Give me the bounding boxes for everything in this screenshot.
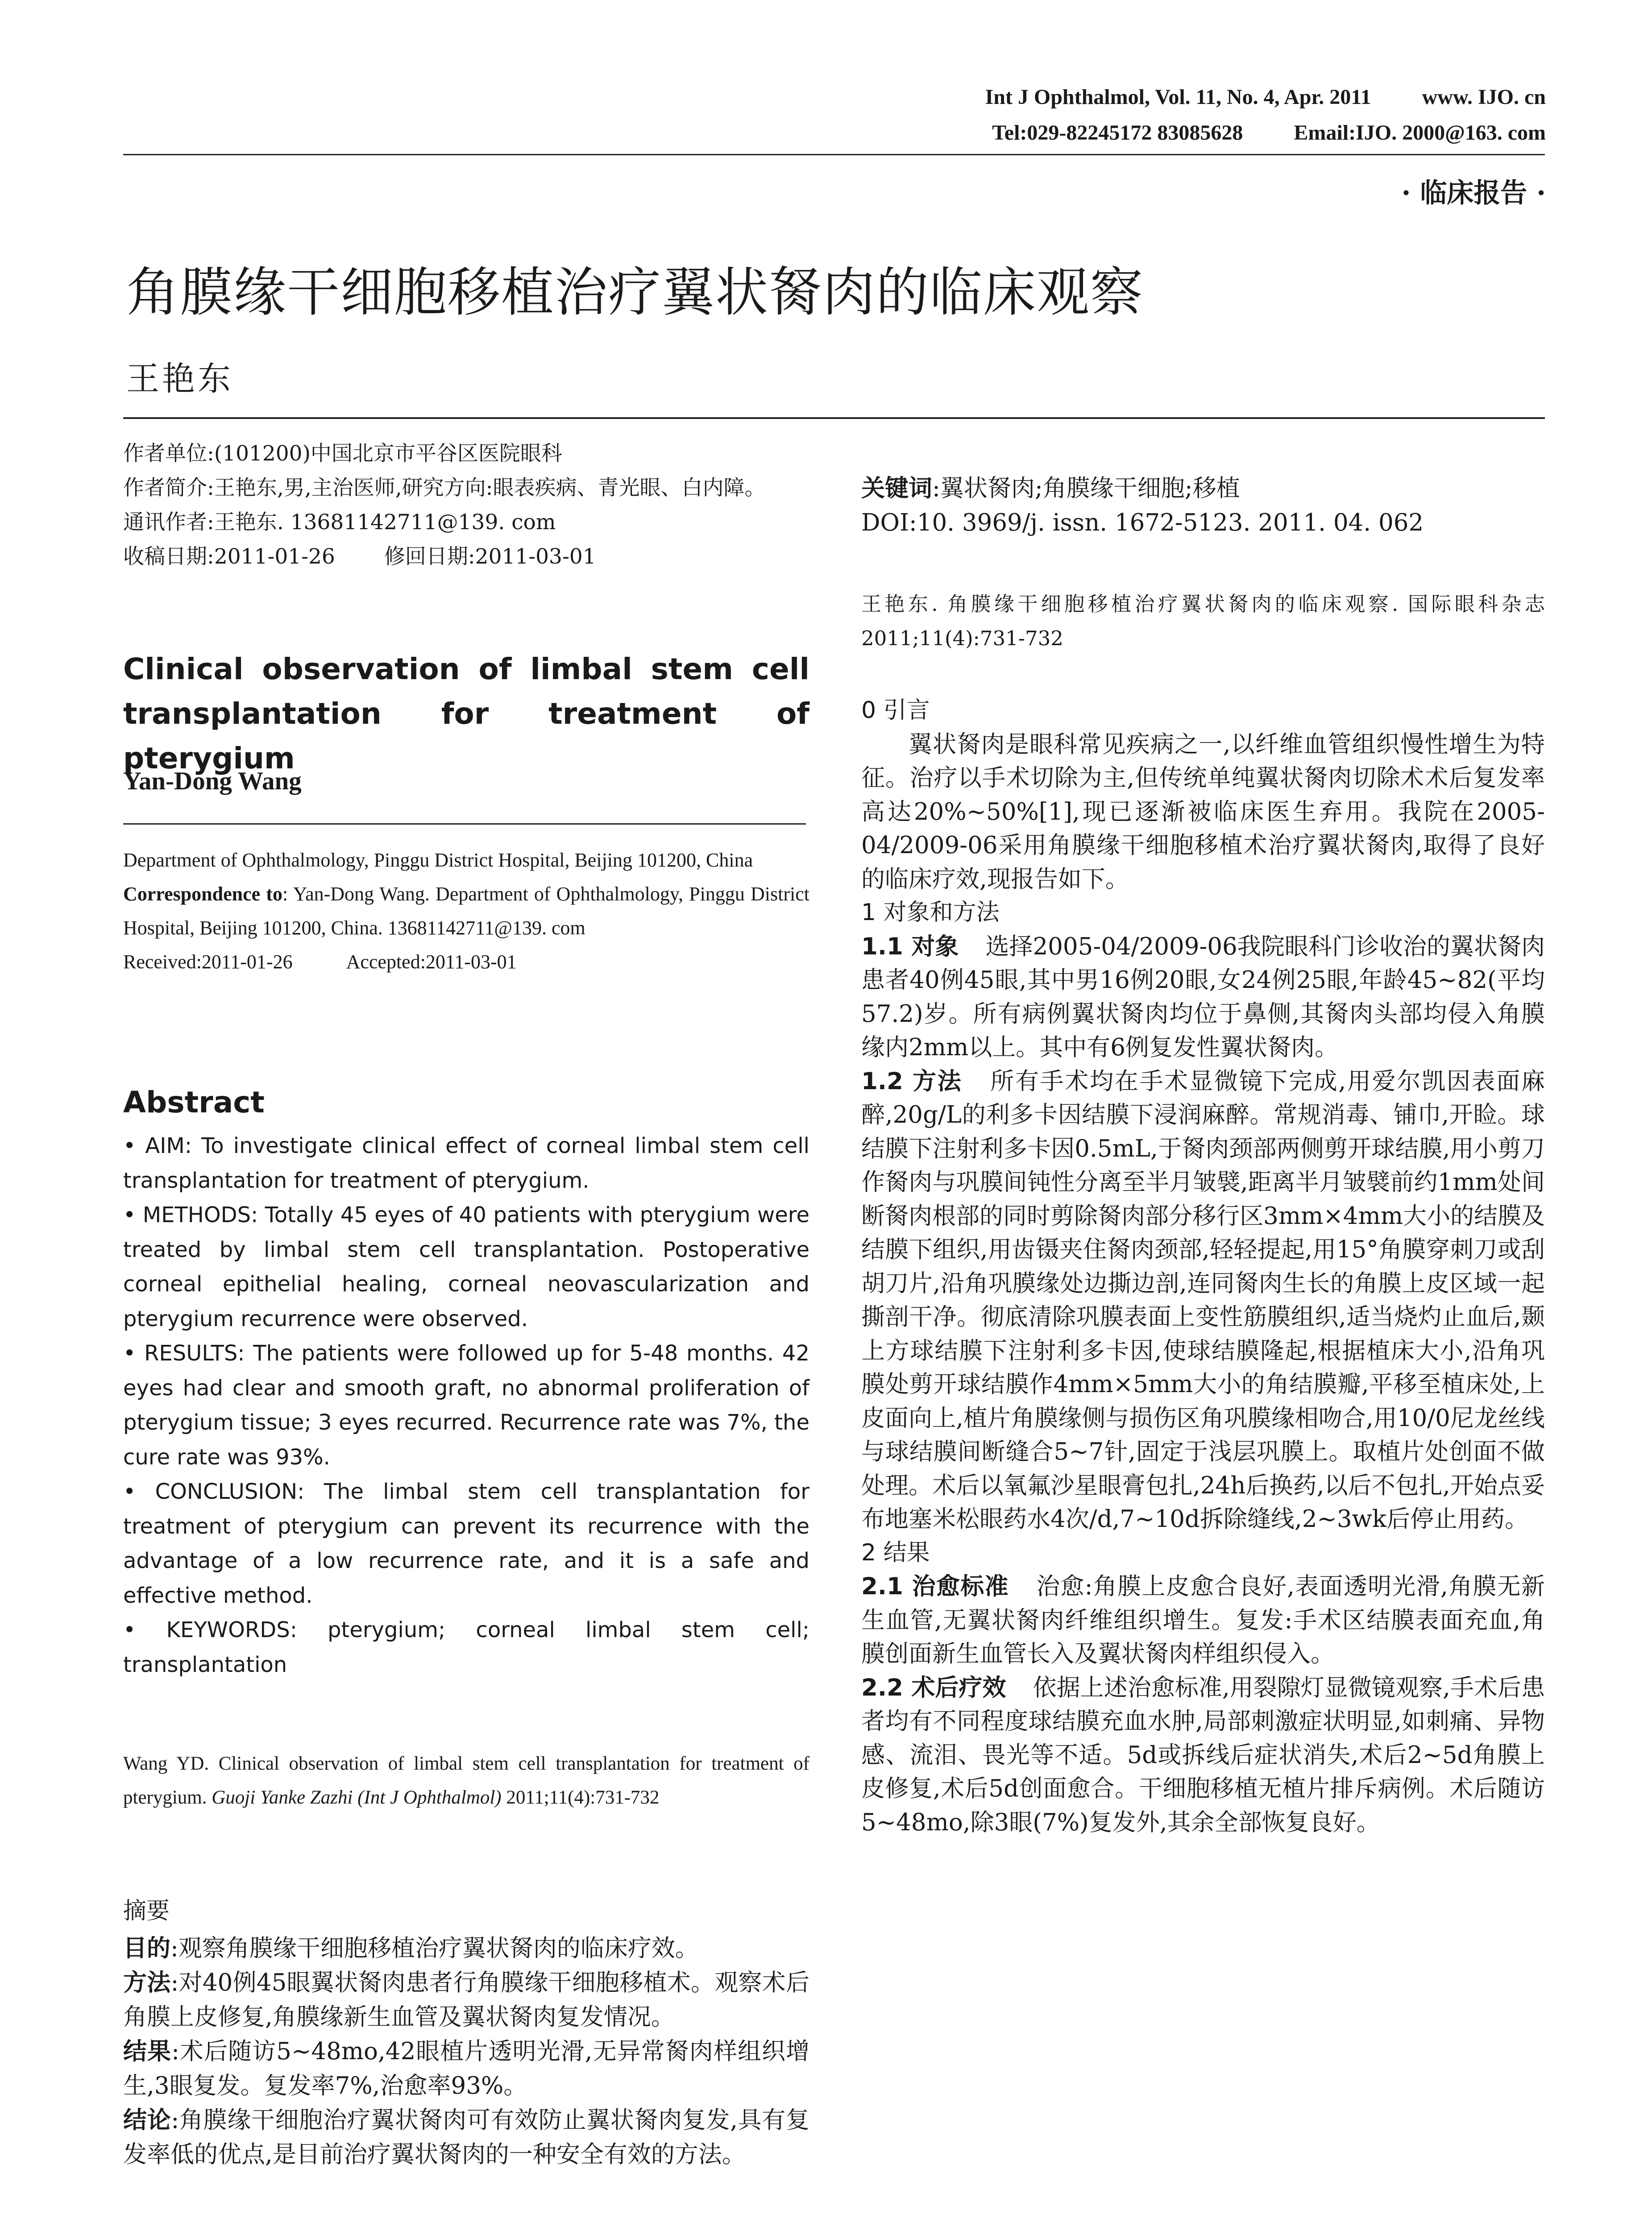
section-label: · 临床报告 · bbox=[1401, 178, 1546, 209]
author-en: Yan-Dong Wang bbox=[123, 767, 302, 795]
affiliation-en: Department of Ophthalmology, Pinggu District Hospital, Beijing 101200, China bbox=[123, 849, 753, 871]
section-2-heading: 2 结果 bbox=[861, 1539, 930, 1566]
abstract-aim: • AIM: To investigate clinical effect of corneal limbal stem cell transplantation for treatment of pterygium. bbox=[123, 1133, 809, 1193]
title-en: Clinical observation of limbal stem cell transplantation for treatment of pterygium bbox=[123, 652, 809, 775]
doi: DOI:10. 3969/j. issn. 1672-5123. 2011. 04. 062 bbox=[861, 509, 1424, 536]
section-2-2: 2.2 术后疗效 依据上述治愈标准,用裂隙灯显微镜观察,手术后患者均有不同程度球结膜充血水肿,局部刺激症状明显,如刺痛、异物感、流泪、畏光等不适。5d或拆线后症状消失,术后2~5d角膜上皮修复,术后5d创面愈合。干细胞移植无植片排斥病例。术后随访5~48mo,除3眼(7%)复发外,其余全部恢复良好。 bbox=[861, 1674, 1545, 1836]
citation-en-a: Wang YD. Clinical observation of limbal stem cell transplantation for treatment of pterygium. bbox=[123, 1753, 809, 1808]
author-bio: 作者简介:王艳东,男,主治医师,研究方向:眼表疾病、青光眼、白内障。 bbox=[123, 476, 766, 500]
corresponding-author: 通讯作者:王艳东. 13681142711@139. com bbox=[123, 510, 556, 535]
running-header-line2 bbox=[992, 120, 1546, 145]
abstract-cn-heading: 摘要 bbox=[123, 1898, 170, 1924]
body-right bbox=[861, 694, 1545, 1839]
section-0-heading: 0 引言 bbox=[861, 697, 930, 724]
abstract-body-en bbox=[123, 1129, 809, 1682]
abstract-methods: • METHODS: Totally 45 eyes of 40 patients with pterygium were treated by limbal stem cell transplantation. Postoperative corneal epithelial healing, corneal neovascularization and pterygium recurrence were observed. bbox=[123, 1203, 809, 1331]
header-rule bbox=[123, 154, 1545, 155]
correspondence-en bbox=[123, 877, 809, 945]
keywords-block bbox=[861, 436, 1545, 540]
citation-cn-text: 王艳东. 角膜缘干细胞移植治疗翼状胬肉的临床观察. 国际眼科杂志 2011;11(4):731-732 bbox=[861, 592, 1545, 650]
keywords-cn: 关键词:翼状胬肉;角膜缘干细胞;移植 bbox=[861, 475, 1240, 502]
section-1-heading: 1 对象和方法 bbox=[861, 899, 1000, 926]
running-header-line1 bbox=[985, 85, 1546, 109]
abstract-results: • RESULTS: The patients were followed up for 5-48 months. 42 eyes had clear and smooth graft, no abnormal proliferation of pterygium tissue; 3 eyes recurred. Recurrence rate was 7%, the cure rate was 93%. bbox=[123, 1341, 809, 1470]
abstract-cn-conclusion: 结论:角膜缘干细胞治疗翼状胬肉可有效防止翼状胬肉复发,具有复发率低的优点,是目前治疗翼状胬肉的一种安全有效的方法。 bbox=[123, 2107, 810, 2168]
citation-en bbox=[123, 1747, 809, 1815]
journal-tel: Tel:029-82245172 83085628 bbox=[992, 121, 1243, 145]
abstract-cn-aim: 目的:观察角膜缘干细胞移植治疗翼状胬肉的临床疗效。 bbox=[123, 1935, 699, 1962]
section-1-2: 1.2 方法 所有手术均在手术显微镜下完成,用爱尔凯因表面麻醉,20g/L的利多卡因结膜下浸润麻醉。常规消毒、铺巾,开睑。球结膜下注射利多卡因0.5mL,于胬肉颈部两侧剪开球结膜,用小剪刀作胬肉与巩膜间钝性分离至半月皱襞,距离半月皱襞前约1mm处间断胬肉根部的同时剪除胬肉部分移行区3mm×4mm大小的结膜及结膜下组织,用齿镊夹住胬肉颈部,轻轻提起,用15°角膜穿刺刀或刮胡刀片,沿角巩膜缘处边撕边剖,连同胬肉生长的角膜上皮区域一起撕剖干净。彻底清除巩膜表面上变性筋膜组织,适当烧灼止血后,颞上方球结膜下注射利多卡因,使球结膜隆起,根据植床大小,沿角巩膜处剪开球结膜作4mm×5mm大小的角结膜瓣,平移至植床处,上皮面向上,植片角膜缘侧与损伤区角巩膜缘相吻合,用10/0尼龙丝线与球结膜间断缝合5~7针,固定于浅层巩膜上。取植片处创面不做处理。术后以氧氟沙星眼膏包扎,24h后换药,以后不包扎,开始点妥布地塞米松眼药水4次/d,7~10d拆除缝线,2~3wk后停止用药。 bbox=[861, 1067, 1545, 1533]
accepted-en: Accepted:2011-03-01 bbox=[346, 951, 517, 973]
received-en: Received:2011-01-26 bbox=[123, 951, 293, 973]
abstract-keywords: • KEYWORDS: pterygium; corneal limbal stem cell; transplantation bbox=[123, 1617, 809, 1677]
citation-en-journal: Guoji Yanke Zazhi (Int J Ophthalmol) bbox=[212, 1787, 502, 1808]
correspondence-text: : Yan-Dong Wang. Department of Ophthalmology, Pinggu District Hospital, Beijing 101200, China. 13681142711@139. com bbox=[123, 883, 809, 939]
page-title-cn: 角膜缘干细胞移植治疗翼状胬肉的临床观察 bbox=[126, 261, 1144, 323]
title-rule bbox=[123, 417, 1545, 419]
author-cn: 王艳东 bbox=[126, 360, 233, 398]
journal-website: www. IJO. cn bbox=[1422, 85, 1546, 109]
abstract-cn-methods: 方法:对40例45眼翼状胬肉患者行角膜缘干细胞移植术。观察术后角膜上皮修复,角膜缘新生血管及翼状胬肉复发情况。 bbox=[123, 1969, 809, 2031]
revised-date-cn: 修回日期:2011-03-01 bbox=[384, 544, 596, 569]
section-2-1: 2.1 治愈标准 治愈:角膜上皮愈合良好,表面透明光滑,角膜无新生血管,无翼状胬肉纤维组织增生。复发:手术区结膜表面充血,角膜创面新生血管长入及翼状胬肉样组织侵入。 bbox=[861, 1573, 1545, 1667]
journal-email: Email:IJO. 2000@163. com bbox=[1294, 121, 1546, 145]
section-1-1: 1.1 对象 选择2005-04/2009-06我院眼科门诊收治的翼状胬肉患者40例45眼,其中男16例20眼,女24例25眼,年龄45~82(平均57.2)岁。所有病例翼状胬肉均位于鼻侧,其胬肉头部均侵入角膜缘内2mm以上。其中有6例复发性翼状胬肉。 bbox=[861, 933, 1545, 1061]
received-date-cn: 收稿日期:2011-01-26 bbox=[123, 544, 335, 569]
correspondence-label: Correspondence to bbox=[123, 883, 282, 905]
abstract-cn-results: 结果:术后随访5~48mo,42眼植片透明光滑,无异常胬肉样组织增生,3眼复发。复发率7%,治愈率93%。 bbox=[123, 2038, 809, 2099]
abstract-conclusion: • CONCLUSION: The limbal stem cell transplantation for treatment of pterygium can prevent its recurrence with the advantage of a low recurrence rate, and it is a safe and effective method. bbox=[123, 1479, 809, 1608]
citation-cn bbox=[861, 587, 1545, 655]
author-info-cn bbox=[123, 436, 809, 574]
abstract-cn bbox=[123, 1894, 809, 2172]
section-0-text: 翼状胬肉是眼科常见疾病之一,以纤维血管组织慢性增生为特征。治疗以手术切除为主,但传统单纯翼状胬肉切除术术后复发率高达20%~50%[1],现已逐渐被临床医生弃用。我院在2005-04/2009-06采用角膜缘干细胞移植术治疗翼状胬肉,取得了良好的临床疗效,现报告如下。 bbox=[861, 730, 1545, 893]
abstract-heading: Abstract bbox=[123, 1085, 265, 1120]
dates-en bbox=[123, 945, 809, 979]
author-unit: 作者单位:(101200)中国北京市平谷区医院眼科 bbox=[123, 441, 562, 466]
affiliation-block-en bbox=[123, 843, 809, 979]
citation-en-b: 2011;11(4):731-732 bbox=[506, 1787, 660, 1808]
journal-info: Int J Ophthalmol, Vol. 11, No. 4, Apr. 2011 bbox=[985, 85, 1371, 109]
author-rule bbox=[123, 823, 806, 825]
dates-cn bbox=[123, 539, 809, 574]
